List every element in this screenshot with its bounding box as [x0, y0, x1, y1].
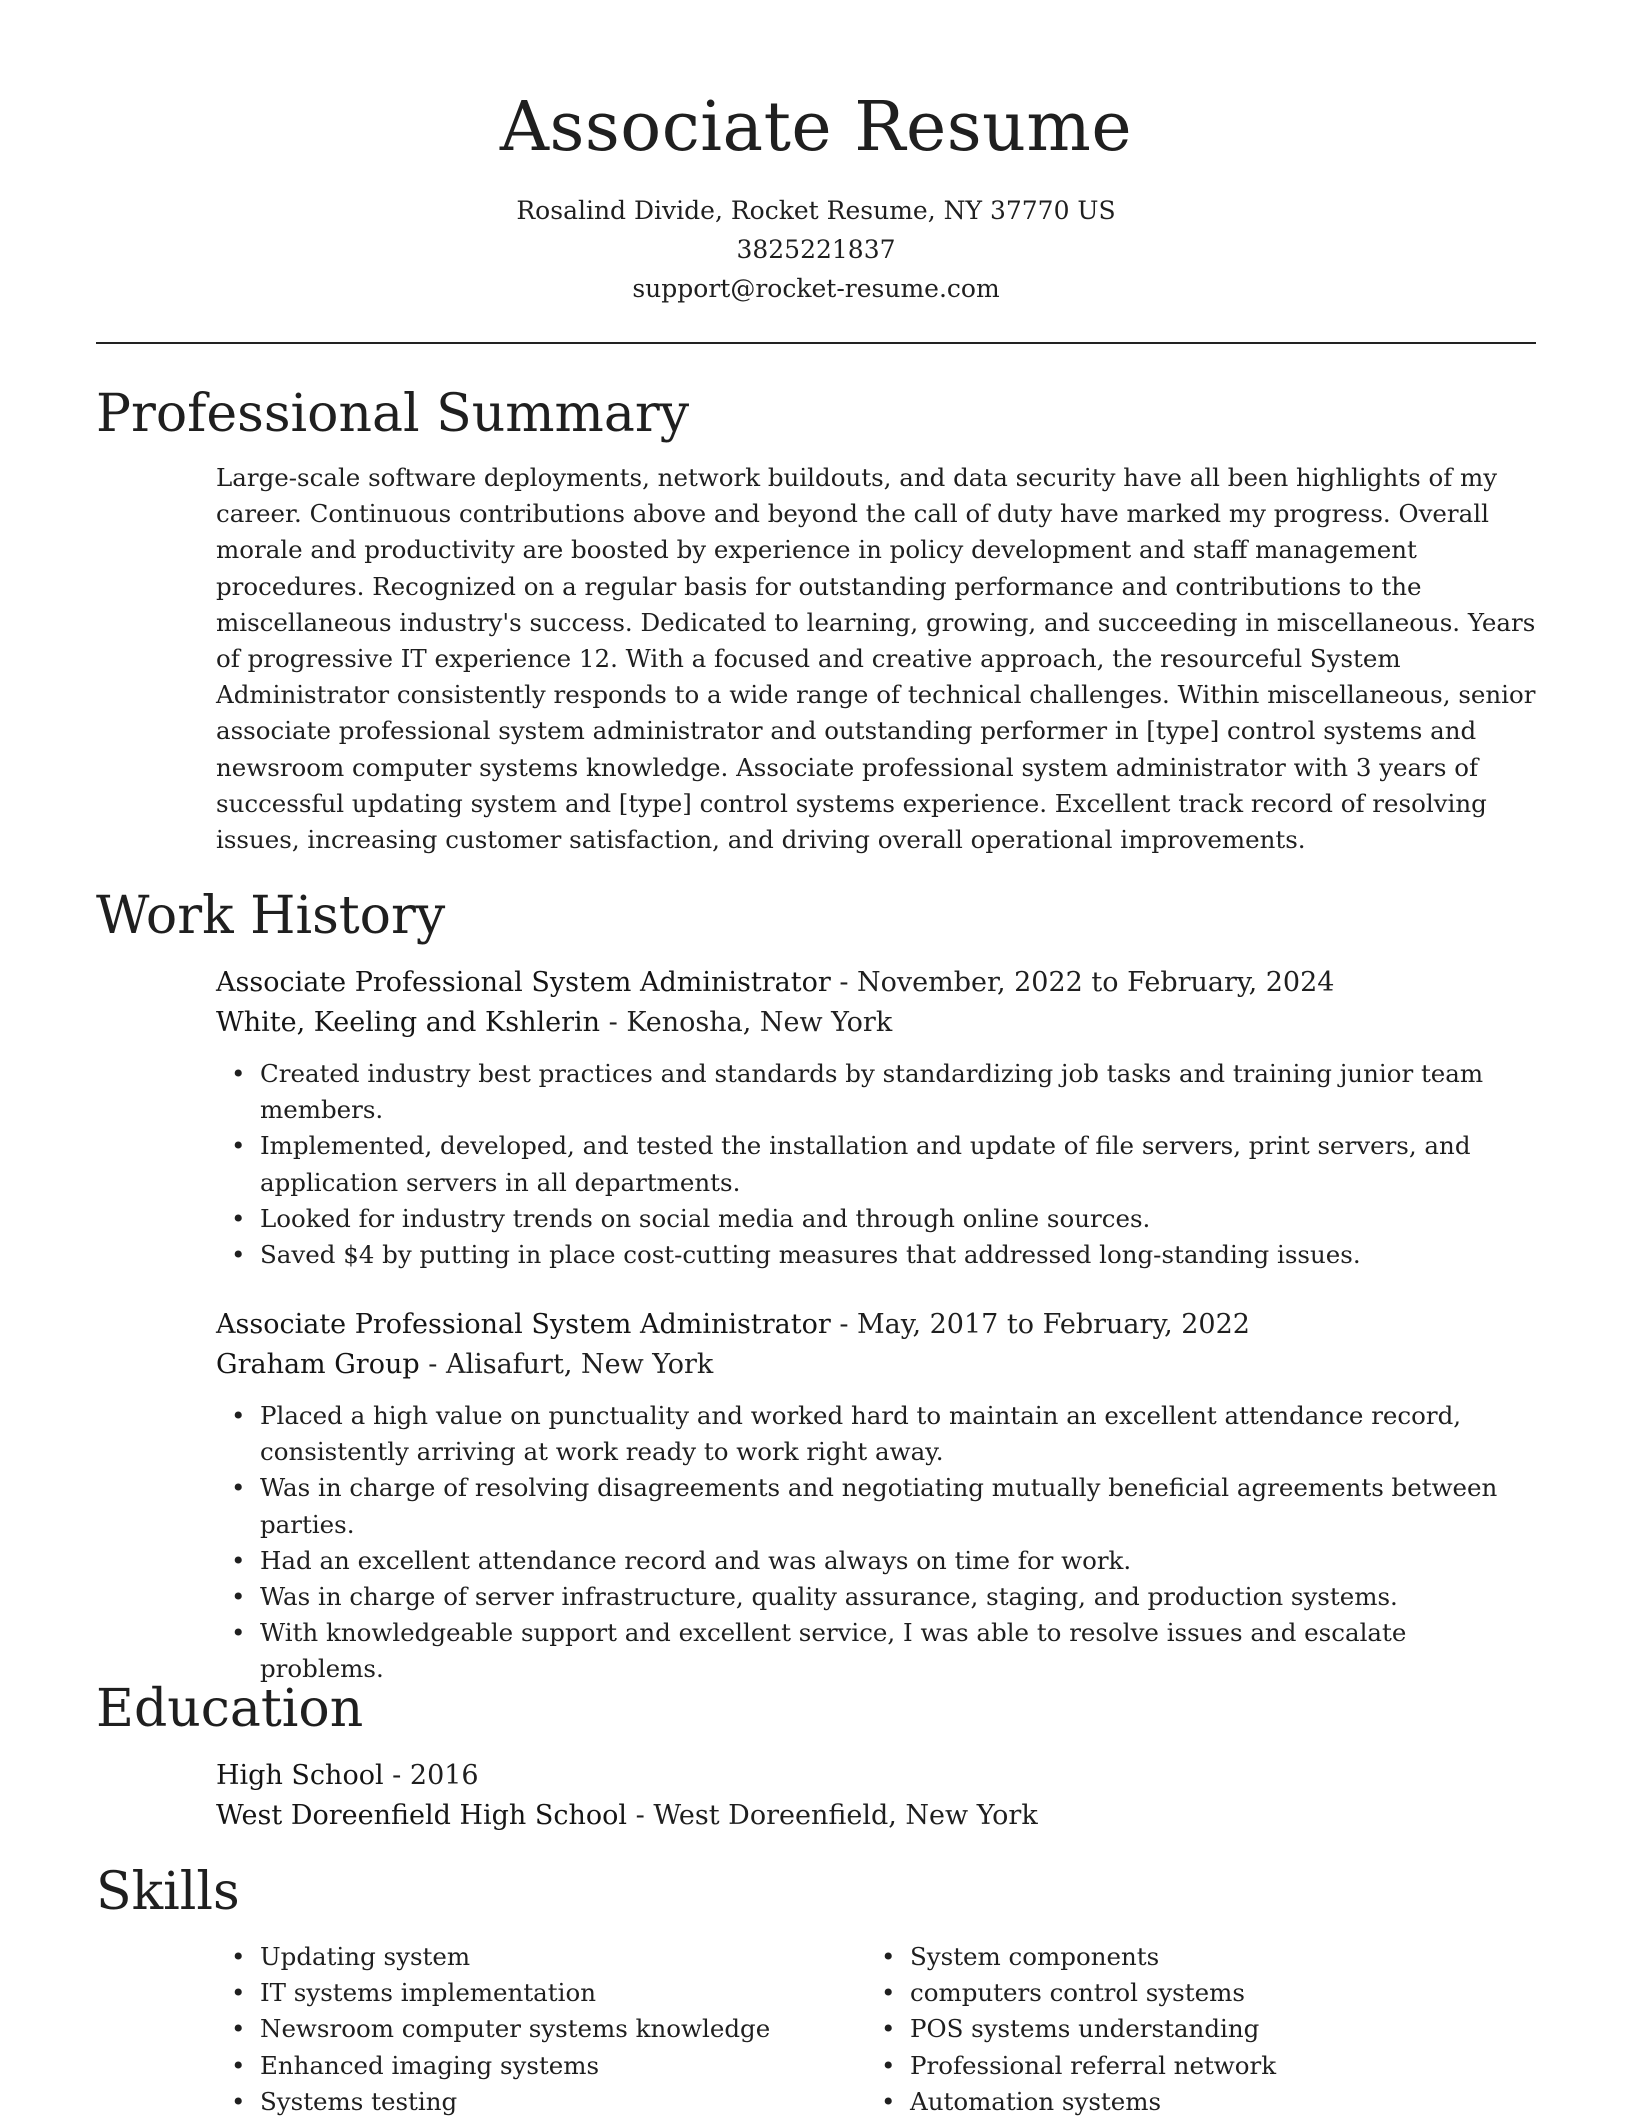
separator: - [830, 967, 858, 998]
summary-text: Large-scale software deployments, network buildouts, and data security have all been highlights of my career. Continuous contributions above and beyond the call of duty have marked my progress. Overall morale and productivity are boosted by experience in policy development and staff management procedures. Recognized on a regular basis for outstanding performance and contributions to the miscellaneous industry's success. Dedicated to learning, growing, and succeeding in miscellaneous. Years of progressive IT experience 12. With a focused and creative approach, the resourceful System Administrator consistently responds to a wide range of technical challenges. Within miscellaneous, senior associate professional system administrator and outstanding performer in [type] control systems and newsroom computer systems knowledge. Associate professional system administrator with 3 years of successful updating system and [type] control systems experience. Excellent track record of resolving issues, increasing customer satisfaction, and driving overall operational improvements. [216, 463, 1536, 855]
education-year: 2016 [409, 1760, 479, 1791]
skills-list [216, 1939, 1536, 2120]
separator: - [419, 1349, 446, 1380]
skills-heading: Skills [96, 1862, 240, 1922]
education-school: West Doreenfield High School [216, 1800, 628, 1831]
skill-item: • IT systems implementation [216, 1975, 866, 2011]
job-company: White, Keeling and Kshlerin [216, 1007, 601, 1038]
education-entry [216, 1756, 1536, 1836]
skills-column-left [216, 1939, 866, 2120]
header-divider [96, 342, 1536, 344]
summary-heading: Professional Summary [96, 384, 690, 444]
job-title: Associate Professional System Administrator [216, 1309, 831, 1340]
contact-email: support@rocket-resume.com [632, 274, 1000, 303]
job-company: Graham Group [216, 1349, 420, 1380]
list-item: • Was in charge of server infrastructure, quality assurance, staging, and production systems. [216, 1579, 1536, 1615]
education-degree-line [216, 1756, 1536, 1796]
education-location: West Doreenfield, New York [653, 1800, 1038, 1831]
job-dates: November, 2022 to February, 2024 [857, 967, 1335, 998]
list-item: • Created industry best practices and standards by standardizing job tasks and training junior team members. [216, 1056, 1536, 1128]
list-item: • Placed a high value on punctuality and worked hard to maintain an excellent attendance record, consistently arriving at work ready to work right away. [216, 1398, 1536, 1470]
skill-item: • Newsroom computer systems knowledge [216, 2011, 866, 2047]
job-title-line [216, 963, 1536, 1003]
job-dates: May, 2017 to February, 2022 [857, 1309, 1250, 1340]
summary-section [216, 460, 1536, 858]
skills-column-right [866, 1939, 1516, 2120]
skill-item: • Enhanced imaging systems [216, 2048, 866, 2084]
resume-title: Associate Resume [499, 88, 1133, 167]
skill-item: • Updating system [216, 1939, 866, 1975]
contact-address: Rosalind Divide, Rocket Resume, NY 37770 US [516, 196, 1116, 225]
education-degree: High School [216, 1760, 384, 1791]
job-bullet-list [216, 1398, 1536, 1688]
job-title-line [216, 1305, 1536, 1345]
education-heading: Education [96, 1679, 364, 1739]
separator: - [627, 1800, 654, 1831]
skill-item: • POS systems understanding [866, 2011, 1516, 2047]
list-item: • Looked for industry trends on social media and through online sources. [216, 1201, 1536, 1237]
job-company-line [216, 1003, 1536, 1043]
contact-phone: 3825221837 [736, 235, 896, 264]
skill-item: • Systems testing [216, 2084, 866, 2120]
separator: - [600, 1007, 627, 1038]
skill-item: • computers control systems [866, 1975, 1516, 2011]
skill-item: • System components [866, 1939, 1516, 1975]
list-item: • Saved $4 by putting in place cost-cutting measures that addressed long-standing issues. [216, 1237, 1536, 1273]
separator: - [830, 1309, 858, 1340]
job-entry [216, 1305, 1536, 1688]
list-item: • With knowledgeable support and excellent service, I was able to resolve issues and escalate problems. [216, 1615, 1536, 1687]
job-title: Associate Professional System Administrator [216, 967, 831, 998]
list-item: • Had an excellent attendance record and was always on time for work. [216, 1543, 1536, 1579]
work-history-heading: Work History [96, 886, 446, 946]
skill-item: • Professional referral network [866, 2048, 1516, 2084]
separator: - [383, 1760, 410, 1791]
job-company-line [216, 1345, 1536, 1385]
list-item: • Was in charge of resolving disagreements and negotiating mutually beneficial agreements between parties. [216, 1470, 1536, 1542]
skill-item: • Automation systems [866, 2084, 1516, 2120]
job-location: Alisafurt, New York [445, 1349, 714, 1380]
job-location: Kenosha, New York [626, 1007, 893, 1038]
list-item: • Implemented, developed, and tested the installation and update of file servers, print servers, and application servers in all departments. [216, 1128, 1536, 1200]
job-bullet-list [216, 1056, 1536, 1273]
contact-block [0, 191, 1632, 308]
education-school-line [216, 1796, 1536, 1836]
job-entry [216, 963, 1536, 1273]
